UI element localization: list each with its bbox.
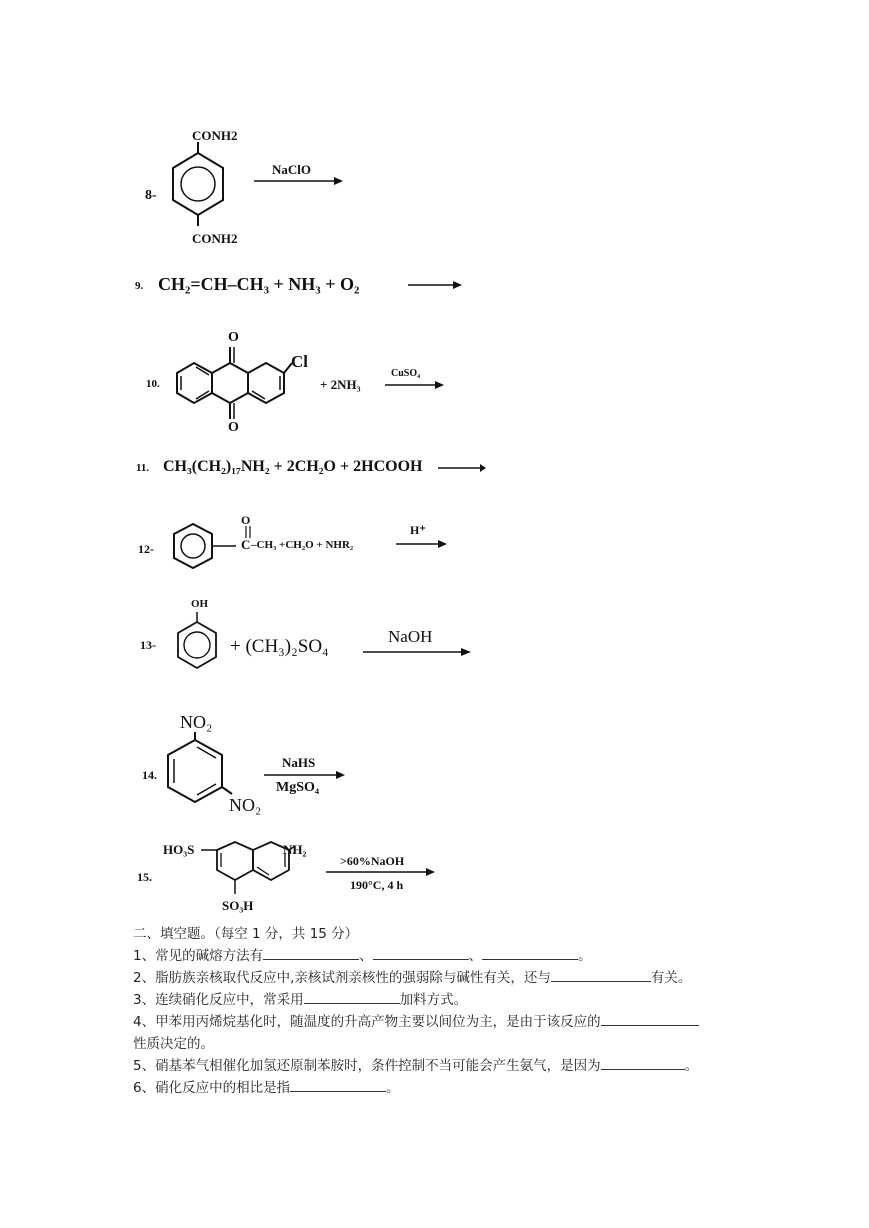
reaction-number: 14. [142, 768, 157, 782]
reaction-formula: –CH₃ +CH₂O + NHR₂ [251, 539, 354, 551]
carbonyl-oxygen: O [241, 513, 251, 527]
reactant-ammonia: + 2NH₃ [320, 377, 361, 392]
answer-blank[interactable] [373, 945, 469, 960]
carbonyl-oxygen-top: O [228, 330, 239, 345]
separator: 、 [468, 948, 483, 964]
reaction-number: 13- [140, 638, 156, 652]
benzene-ring-icon [168, 148, 228, 228]
reagent-top: NaHS [282, 755, 316, 770]
substituent-nitro-bottom: NO₂ [229, 795, 262, 815]
question-3 [133, 989, 753, 1011]
reagent-top: >60%NaOH [340, 854, 405, 868]
substituent-chloro: Cl [291, 352, 308, 371]
benzene-ring-icon [175, 612, 225, 676]
reaction-arrow-icon [385, 380, 445, 390]
reaction-number: 12- [138, 542, 154, 556]
reaction-number: 9. [135, 280, 144, 292]
substituent-sulfonic-bottom: SO₃H [222, 898, 254, 913]
reagent-label: NaClO [272, 162, 311, 177]
question-4-continued: 性质决定的。 [133, 1036, 214, 1052]
reaction-arrow-icon [264, 770, 346, 780]
substituent-amino: NH₂ [283, 842, 307, 857]
reaction-arrow-icon [363, 647, 473, 657]
reagent-label: H⁺ [410, 523, 426, 537]
substituent-sulfonic-left: HO₃S [163, 842, 195, 857]
substituent-nitro-top: NO₂ [180, 712, 213, 732]
punctuation: 。 [386, 1080, 400, 1096]
naphthalene-structure-icon [195, 838, 295, 902]
section-title: 二、填空题。（每空 1 分，共 15 分） [133, 926, 359, 942]
substituent-top: CONH2 [192, 128, 238, 143]
substituent-hydroxyl: OH [191, 598, 209, 610]
carbonyl-carbon: C [241, 537, 251, 552]
answer-blank[interactable] [601, 1055, 685, 1070]
reactant-dimethyl-sulfate: + (CH₃)₂SO₄ [230, 636, 329, 657]
reaction-formula: CH₃(CH₂)₁₇NH₂ + 2CH₂O + 2HCOOH [163, 458, 423, 475]
question-text: 5、硝基苯气相催化加氢还原制苯胺时，条件控制不当可能会产生氨气，是因为 [133, 1058, 601, 1074]
question-text: 3、连续硝化反应中，常采用 [133, 992, 304, 1008]
substituent-bottom: CONH2 [192, 231, 238, 246]
answer-blank[interactable] [551, 967, 651, 982]
question-text: 2、脂肪族亲核取代反应中,亲核试剂亲核性的强弱除与碱性有关，还与 [133, 970, 551, 986]
question-text: 4、甲苯用丙烯烷基化时，随温度的升高产物主要以间位为主，是由于该反应的 [133, 1014, 601, 1030]
fill-in-section [133, 923, 753, 1099]
reaction-arrow-icon [438, 463, 488, 473]
answer-blank[interactable] [290, 1077, 386, 1092]
reaction-formula: CH₂=CH–CH₃ + NH₃ + O₂ [158, 274, 360, 294]
question-6 [133, 1077, 753, 1099]
benzene-ring-icon [160, 732, 240, 812]
answer-blank[interactable] [482, 945, 578, 960]
question-text: 6、硝化反应中的相比是指 [133, 1080, 291, 1096]
question-text-end: 有关。 [650, 970, 692, 986]
reaction-arrow-icon [326, 867, 436, 877]
carbonyl-oxygen-bottom: O [228, 420, 239, 435]
reaction-number: 15. [137, 870, 152, 884]
reaction-number: 8- [145, 188, 157, 203]
reaction-arrow-icon [396, 539, 448, 549]
question-text: 1、常见的碱熔方法有 [133, 948, 264, 964]
question-5 [133, 1055, 753, 1077]
question-text-end: 加料方式。 [399, 992, 468, 1008]
answer-blank[interactable] [304, 989, 400, 1004]
reaction-number: 11. [136, 462, 150, 474]
benzene-ring-icon [170, 520, 240, 575]
reagent-bottom: 190°C, 4 h [350, 878, 404, 892]
answer-blank[interactable] [263, 945, 359, 960]
answer-blank[interactable] [601, 1011, 699, 1026]
anthraquinone-structure-icon [172, 345, 302, 425]
punctuation: 。 [684, 1058, 699, 1074]
reagent-label: NaOH [388, 627, 433, 646]
reaction-number: 10. [146, 378, 160, 390]
question-2 [133, 967, 753, 989]
reaction-arrow-icon [254, 176, 344, 186]
reaction-arrow-icon [408, 280, 463, 290]
question-4 [133, 1011, 753, 1033]
reagent-label: CuSO₄ [391, 368, 421, 379]
punctuation: 。 [578, 948, 592, 964]
separator: 、 [359, 948, 373, 964]
reagent-bottom: MgSO₄ [276, 780, 320, 795]
question-1 [133, 945, 753, 967]
